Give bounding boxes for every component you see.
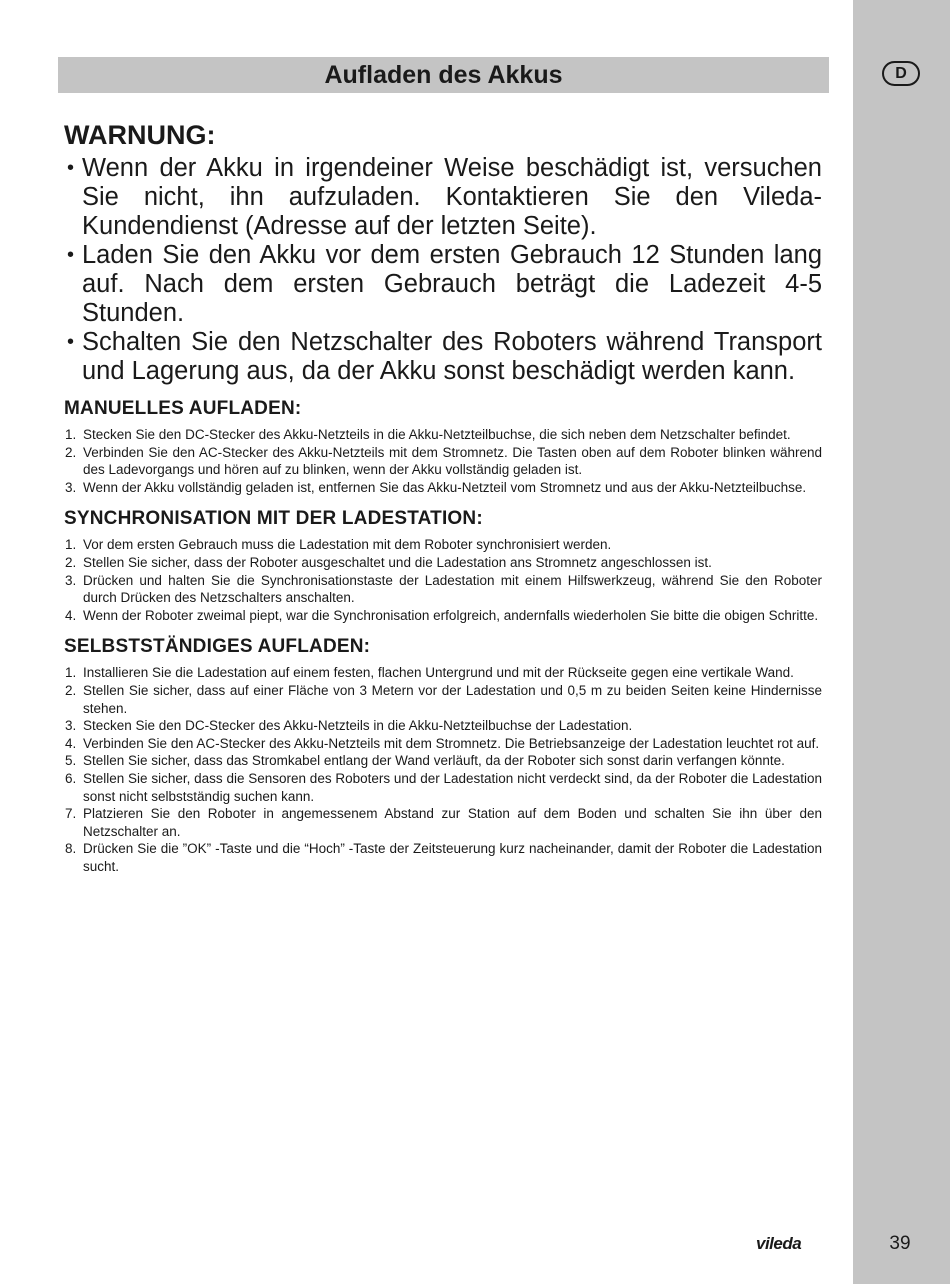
bullet-icon: • [67, 157, 75, 179]
step-number: 8. [65, 841, 77, 857]
step-text: Stellen Sie sicher, dass der Roboter ausgeschaltet und die Ladestation ans Stromnetz angeschlossen ist. [83, 554, 712, 570]
page-content [64, 118, 822, 875]
vileda-logo [756, 1234, 801, 1254]
bullet-icon: • [67, 331, 75, 353]
step-number: 1. [65, 427, 77, 442]
step-item [64, 607, 822, 625]
warning-item-text: Laden Sie den Akku vor dem ersten Gebrauch 12 Stunden lang auf. Nach dem ersten Gebrauch beträgt die Ladezeit 4-5 Stunden. [82, 241, 822, 327]
warning-list [64, 154, 822, 386]
step-item [64, 770, 822, 805]
step-item [64, 536, 822, 554]
step-item [64, 426, 822, 444]
section-heading-auto: SELBSTSTÄNDIGES AUFLADEN: [64, 636, 371, 658]
step-item [64, 682, 822, 717]
step-item [64, 840, 822, 875]
steps-sync [64, 536, 822, 624]
step-text: Wenn der Akku vollständig geladen ist, entfernen Sie das Akku-Netzteil vom Stromnetz und aus der Akku-Netzteilbuchse. [83, 479, 807, 495]
warning-item [64, 241, 822, 328]
logo-text: vileda [756, 1234, 802, 1253]
step-item [64, 735, 822, 753]
step-number: 3. [65, 479, 77, 495]
warning-item-text: Wenn der Akku in irgendeiner Weise beschädigt ist, versuchen Sie nicht, ihn aufzuladen. Kontaktieren Sie den Vileda-Kundendienst (Adresse auf der letzten Seite). [82, 154, 822, 240]
step-item [64, 479, 822, 497]
warning-item [64, 154, 822, 241]
step-item [64, 805, 822, 840]
step-text: Stecken Sie den DC-Stecker des Akku-Netzteils in die Akku-Netzteilbuchse der Ladestation. [83, 718, 633, 734]
step-number: 6. [65, 770, 77, 786]
warning-heading: WARNUNG: [64, 120, 216, 150]
warning-item-text: Schalten Sie den Netzschalter des Roboters während Transport und Lagerung aus, da der Akku sonst beschädigt werden kann. [82, 328, 822, 385]
step-item [64, 717, 822, 735]
bullet-icon: • [67, 244, 75, 266]
step-item [64, 752, 822, 770]
step-text: Stellen Sie sicher, dass die Sensoren des Roboters und der Ladestation nicht verdeckt sind, da der Roboter die Ladestation sonst nicht selbstständig suchen kann. [83, 770, 822, 804]
step-text: Verbinden Sie den AC-Stecker des Akku-Netzteils mit dem Stromnetz. Die Tasten oben auf dem Roboter blinken während des Ladevorgangs und hören auf zu blinken, wenn der Akku vollständig geladen ist. [83, 444, 822, 478]
step-number: 1. [65, 665, 77, 681]
page-number: 39 [889, 1233, 911, 1254]
steps-manual [64, 426, 822, 496]
step-text: Stellen Sie sicher, dass auf einer Fläche von 3 Metern vor der Ladestation und 0,5 m zu beiden Seiten keine Hindernisse stehen. [83, 682, 822, 716]
step-text: Vor dem ersten Gebrauch muss die Ladestation mit dem Roboter synchronisiert werden. [83, 537, 612, 553]
step-text: Drücken Sie die ”OK” -Taste und die “Hoch” -Taste der Zeitsteuerung kurz nacheinander, damit der Roboter die Ladestation sucht. [83, 841, 822, 874]
step-text: Installieren Sie die Ladestation auf einem festen, flachen Untergrund und mit der Rückseite gegen eine vertikale Wand. [83, 665, 794, 681]
page-title: Aufladen des Akkus [58, 57, 829, 93]
step-text: Platzieren Sie den Roboter in angemessenem Abstand zur Station auf dem Boden und schalten Sie ihn über den Netzschalter an. [83, 806, 822, 839]
step-number: 5. [65, 753, 77, 769]
step-number: 3. [65, 718, 77, 734]
section-heading-sync: SYNCHRONISATION MIT DER LADESTATION: [64, 508, 483, 530]
step-text: Stellen Sie sicher, dass das Stromkabel entlang der Wand verläuft, da der Roboter sich sonst darin verfangen könnte. [83, 753, 785, 769]
step-item [64, 444, 822, 479]
step-number: 1. [65, 537, 77, 553]
step-text: Verbinden Sie den AC-Stecker des Akku-Netzteils mit dem Stromnetz. Die Betriebsanzeige der Ladestation leuchtet rot auf. [83, 735, 820, 751]
step-item [64, 572, 822, 607]
side-strip [853, 0, 950, 1284]
steps-auto [64, 664, 822, 875]
step-item [64, 664, 822, 682]
warning-item [64, 328, 822, 386]
step-number: 3. [65, 572, 77, 588]
step-number: 7. [65, 806, 77, 822]
step-number: 2. [65, 444, 77, 460]
step-text: Stecken Sie den DC-Stecker des Akku-Netzteils in die Akku-Netzteilbuchse, die sich neben dem Netzschalter befindet. [83, 427, 791, 442]
section-heading-manual: MANUELLES AUFLADEN: [64, 398, 302, 419]
step-number: 2. [65, 554, 77, 570]
step-text: Wenn der Roboter zweimal piept, war die Synchronisation erfolgreich, andernfalls wiederholen Sie bitte die obigen Schritte. [83, 607, 819, 623]
step-number: 4. [65, 735, 77, 751]
step-number: 4. [65, 607, 77, 623]
step-text: Drücken und halten Sie die Synchronisationstaste der Ladestation mit einem Hilfswerkzeug, während Sie den Roboter durch Drücken des Netzschalters anschalten. [83, 572, 822, 606]
language-badge: D [882, 61, 920, 86]
step-item [64, 554, 822, 572]
step-number: 2. [65, 682, 77, 698]
